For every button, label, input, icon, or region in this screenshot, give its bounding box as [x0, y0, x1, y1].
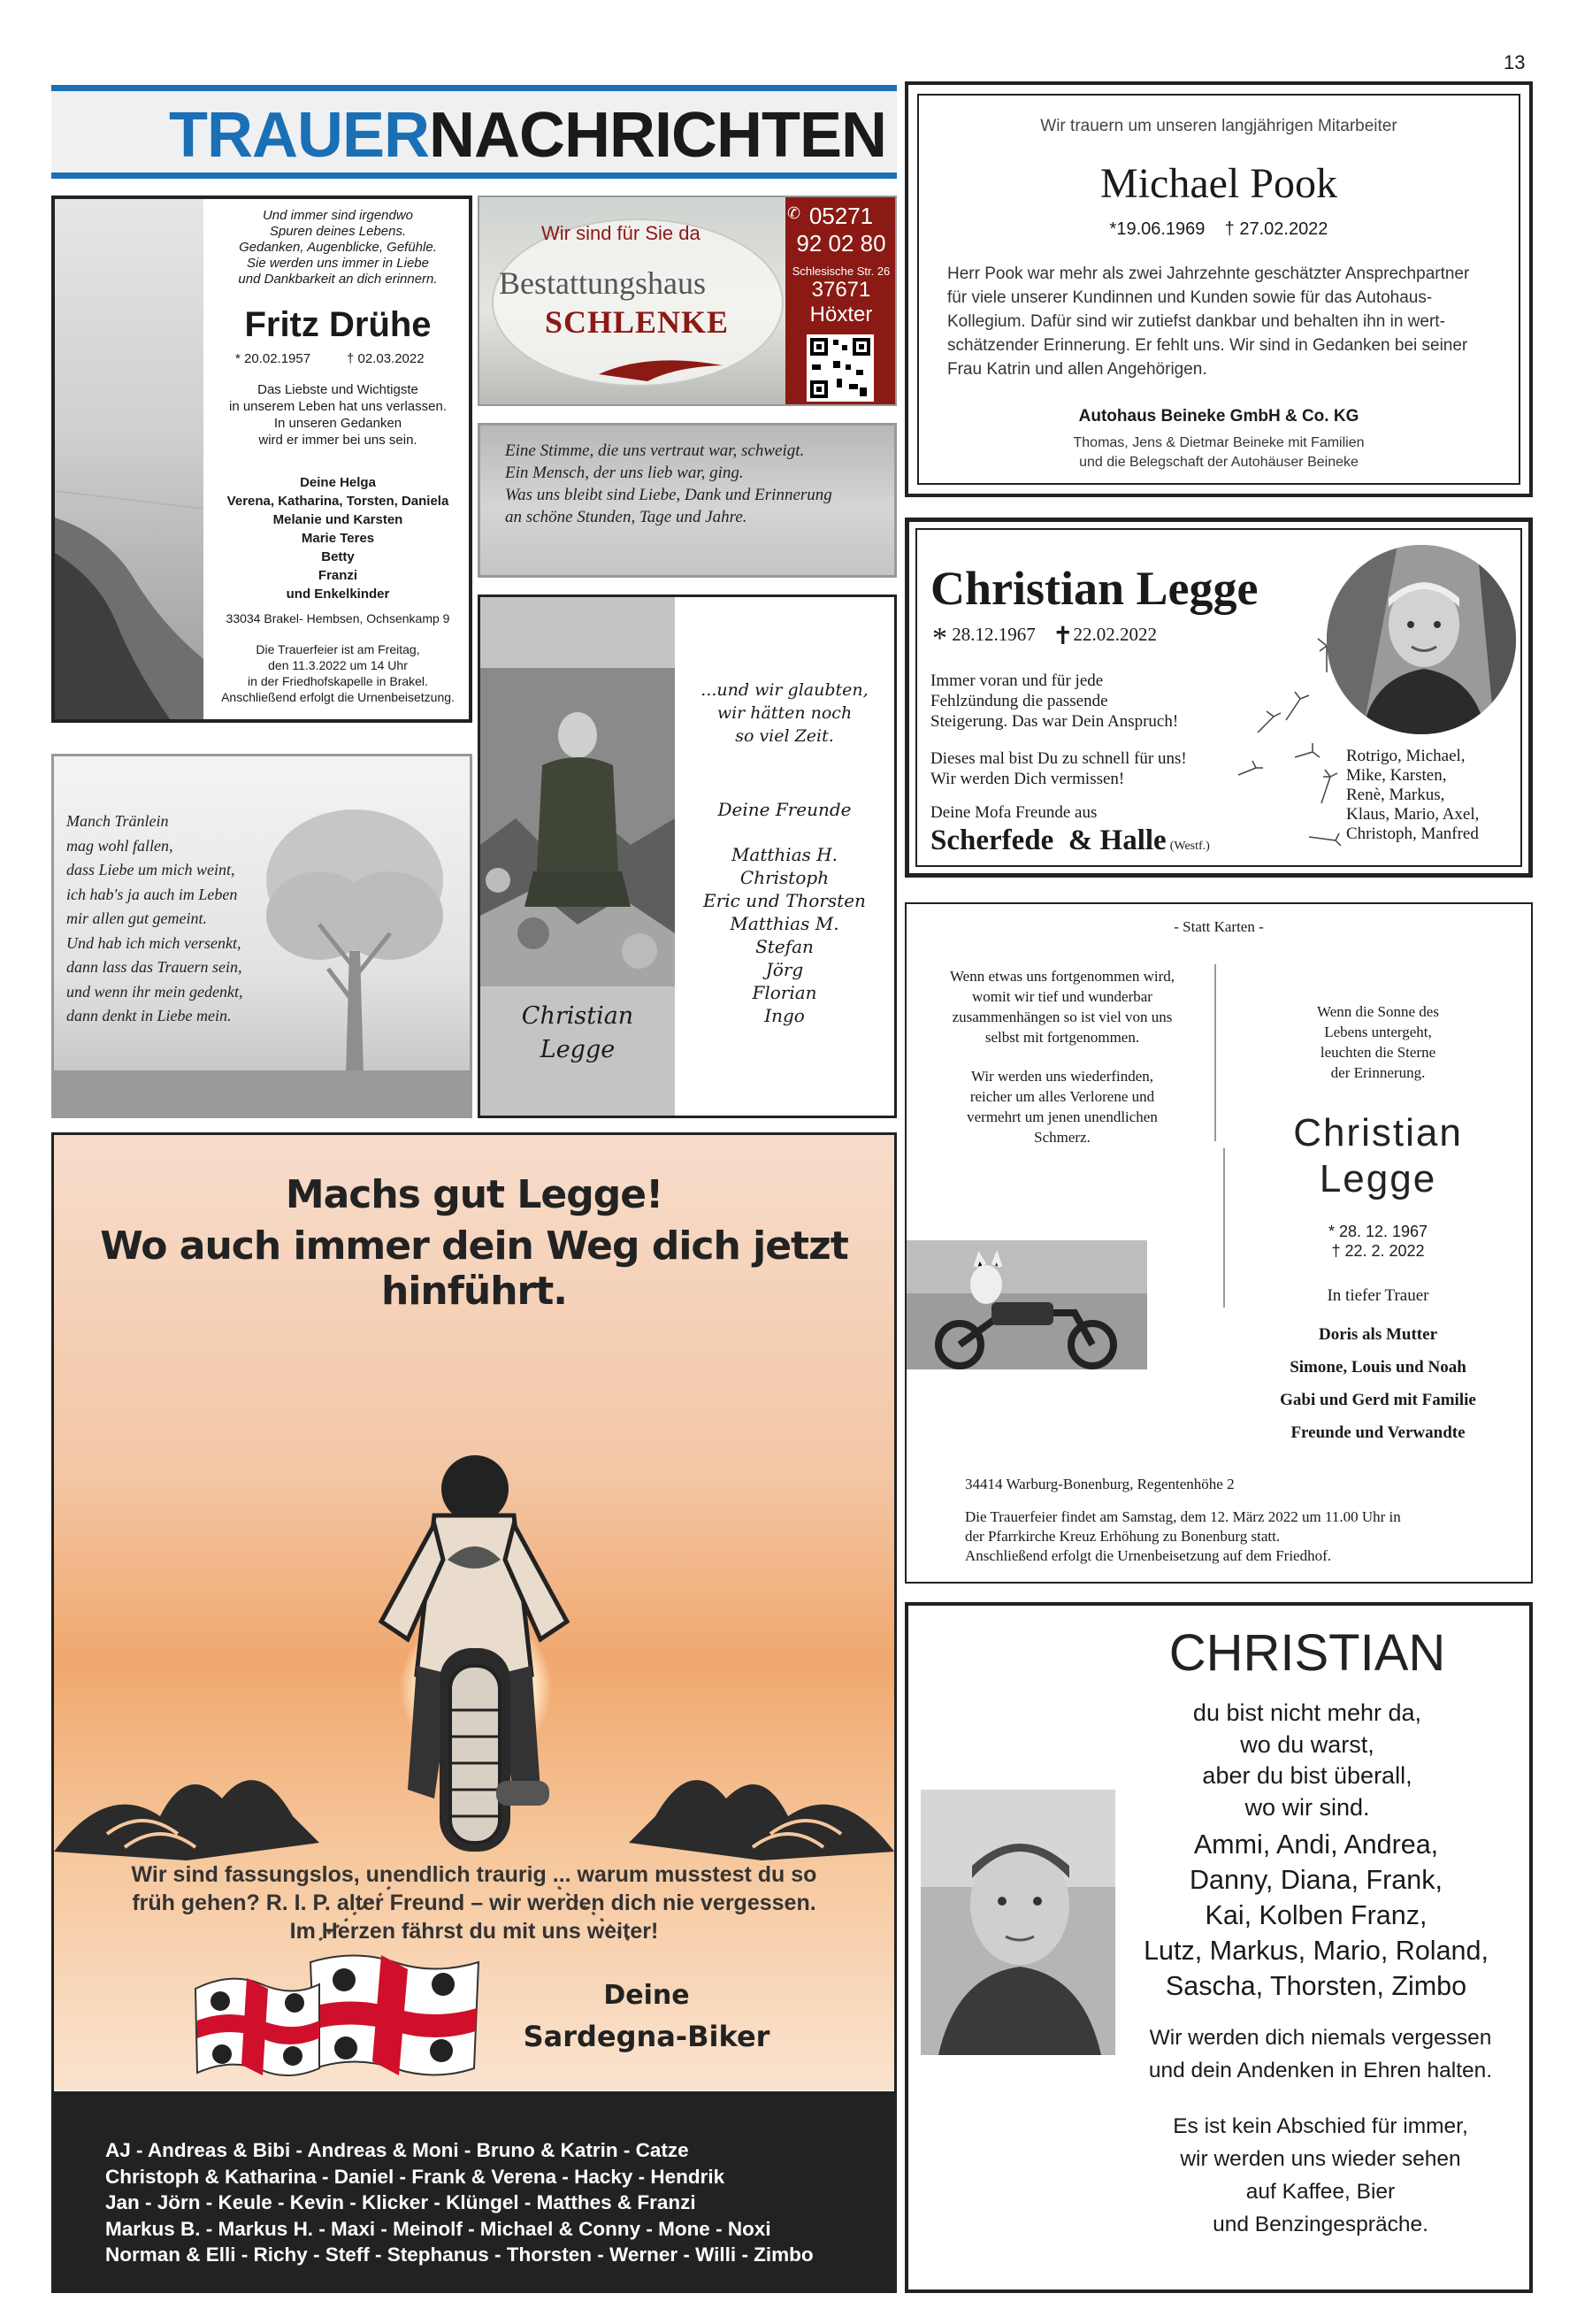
- beach-photo: [55, 199, 203, 719]
- statt-header: - Statt Karten -: [1174, 918, 1264, 935]
- mofa-place-line: [930, 825, 1210, 857]
- obituary-freunde: [478, 594, 897, 1118]
- poem-line: dass Liebe um mich weint,: [66, 861, 235, 878]
- mourner-line: und Enkelkinder: [286, 587, 390, 602]
- statt-name1: Christian: [1293, 1111, 1463, 1154]
- service-line: Anschließend erfolgt die Urnenbeisetzung auf dem Friedhof.: [965, 1547, 1332, 1564]
- text-line: Schmerz.: [1034, 1129, 1091, 1146]
- biker-headline1: Machs gut Legge!: [285, 1172, 663, 1217]
- biker-sign2: Sardegna-Biker: [523, 2020, 770, 2053]
- schlenke-street: Schlesische Str. 26: [792, 265, 891, 278]
- mofa-place-suffix: (Westf.): [1169, 840, 1210, 853]
- verse-line: du bist nicht mehr da,: [1192, 1699, 1422, 1726]
- mourner-line: Marie Teres: [301, 531, 375, 546]
- obituary-fritz-druehe: [51, 196, 472, 723]
- text-line: womit wir tief und wunderbar: [972, 988, 1152, 1005]
- fritz-name: Fritz Drühe: [244, 305, 432, 344]
- quote-line: so viel Zeit.: [735, 726, 834, 746]
- text-line: leuchten die Sterne: [1320, 1044, 1436, 1061]
- friend-name: Jörg: [765, 959, 804, 980]
- service-line: den 11.3.2022 um 14 Uhr: [268, 658, 408, 672]
- text-line: Fehlzündung die passende: [930, 692, 1108, 710]
- freunde-photo-column: [480, 597, 675, 1116]
- text-line: der Erinnerung.: [1330, 1064, 1426, 1081]
- pook-name: Michael Pook: [1100, 160, 1337, 207]
- fritz-poem: [205, 208, 471, 288]
- pook-company: Autohaus Beineke GmbH & Co. KG: [1078, 407, 1359, 426]
- pook-signers: [908, 433, 1529, 472]
- text-line: Steigerung. Das war Dein Anspruch!: [930, 712, 1179, 731]
- text-line: Lebens untergeht,: [1324, 1024, 1432, 1040]
- masthead-rule-top: [51, 85, 897, 91]
- poem-line: Ein Mensch, der uns lieb war, ging.: [505, 464, 744, 482]
- biker-message: [54, 1860, 894, 1945]
- schlenke-name1: Bestattungshaus: [499, 265, 706, 301]
- schlenke-phone2: 92 02 80: [796, 230, 886, 257]
- friends-line: Christoph, Manfred: [1346, 825, 1479, 843]
- family-line: Freunde und Verwandte: [1290, 1423, 1466, 1442]
- freunde-photo: [480, 668, 675, 986]
- schlenke-name2: SCHLENKE: [545, 304, 730, 340]
- masthead-title: [169, 99, 886, 172]
- poem-line: und Dankbarkeit an dich erinnern.: [238, 272, 438, 287]
- schlenke-city: Höxter: [809, 303, 873, 326]
- statt-divider-top: [1214, 964, 1216, 1141]
- text-line: Das Liebste und Wichtigste: [257, 382, 418, 397]
- fritz-address: 33034 Brakel- Hembsen, Ochsenkamp 9: [226, 611, 450, 625]
- mofa-portrait: [1327, 545, 1516, 734]
- promise-line: und dein Andenken in Ehren halten.: [1148, 2059, 1493, 2082]
- tree-ground: [54, 1070, 472, 1118]
- mofa-friends: [1346, 747, 1479, 844]
- fritz-mourners: [205, 473, 471, 603]
- verse-line: aber du bist überall,: [1202, 1762, 1412, 1789]
- tree-poem-text: [66, 809, 242, 1029]
- biker-names-panel: [54, 2091, 894, 2290]
- service-line: Die Trauerfeier ist am Freitag,: [256, 642, 420, 656]
- poem-line: Sie werden uns immer in Liebe: [247, 256, 429, 271]
- message-line: früh gehen? R. I. P. alter Freund – wir werden dich nie vergessen.: [132, 1891, 816, 1915]
- masthead-rule-bottom: [51, 173, 897, 179]
- text-line: Wenn etwas uns fortgenommen wird,: [949, 968, 1175, 985]
- mourner-line: Melanie und Karsten: [272, 512, 403, 527]
- name-line: Sascha, Thorsten, Zimbo: [1165, 1971, 1467, 2001]
- poem-line: Und hab ich mich versenkt,: [66, 933, 241, 952]
- poem-line: Spuren deines Lebens.: [269, 224, 407, 239]
- fritz-service: [205, 641, 471, 705]
- poem-line: mag wohl fallen,: [66, 836, 173, 855]
- mofa-died: 22.02.2022: [1073, 624, 1157, 645]
- friend-name: Christoph: [739, 867, 830, 888]
- statt-mourning: In tiefer Trauer: [1327, 1286, 1429, 1305]
- poem-line: und wenn ihr mein gedenkt,: [66, 982, 243, 1001]
- statt-service: [965, 1507, 1401, 1566]
- friend-name: Ingo: [764, 1005, 805, 1026]
- fritz-born: * 20.02.1957: [235, 351, 311, 366]
- christian-portrait: [921, 1790, 1115, 2055]
- poem-line: Und immer sind irgendwo: [262, 208, 414, 223]
- name-line: Ammi, Andi, Andrea,: [1193, 1829, 1439, 1860]
- memorial-poem-tree: [51, 754, 472, 1118]
- christian-verse: [1085, 1698, 1529, 1823]
- freunde-names: [675, 843, 894, 1027]
- tree-silhouette: [257, 792, 452, 1093]
- biker-headline2: Wo auch immer dein Weg dich jetzt hinführt.: [100, 1223, 848, 1314]
- pook-intro: Wir trauern um unseren langjährigen Mitarbeiter: [1040, 117, 1397, 135]
- mourner-line: Deine Helga: [300, 475, 376, 490]
- text-line: Dieses mal bist Du zu schnell für uns!: [930, 749, 1187, 768]
- christian-names: [1103, 1827, 1529, 2004]
- promise-line: Wir werden dich niemals vergessen: [1149, 2026, 1492, 2050]
- poem-line: an schöne Stunden, Tage und Jahre.: [505, 508, 747, 526]
- poem-line: Gedanken, Augenblicke, Gefühle.: [239, 240, 437, 255]
- names-line: Norman & Elli - Richy - Steff - Stephanus - Thorsten - Werner - Willi - Zimbo: [105, 2243, 814, 2266]
- closing-line: und Benzingespräche.: [1213, 2213, 1428, 2236]
- service-line: Die Trauerfeier findet am Samstag, dem 12. März 2022 um 11.00 Uhr in: [965, 1508, 1401, 1525]
- mourner-line: Franzi: [318, 568, 358, 583]
- poem-line: dann lass das Trauern sein,: [66, 958, 242, 976]
- poem-line: mir allen gut gemeint.: [66, 909, 207, 927]
- service-line: der Pfarrkirche Kreuz Erhöhung zu Bonenburg statt.: [965, 1528, 1281, 1545]
- christian-promise: [1112, 2021, 1529, 2087]
- text-line: vermehrt um jenen unendlichen: [967, 1108, 1158, 1125]
- poem-line: dann denkt in Liebe mein.: [66, 1007, 232, 1024]
- memorial-poem-stimme: [478, 423, 897, 578]
- name-line: Kai, Kolben Franz,: [1205, 1900, 1428, 1930]
- text-line: Wenn die Sonne des: [1317, 1003, 1439, 1020]
- friends-line: Rotrigo, Michael,: [1346, 747, 1466, 765]
- schlenke-contact-panel: [785, 197, 897, 404]
- family-line: Simone, Louis und Noah: [1290, 1358, 1466, 1377]
- masthead: [51, 85, 897, 179]
- closing-line: wir werden uns wieder sehen: [1180, 2147, 1461, 2171]
- verse-line: wo wir sind.: [1244, 1793, 1370, 1821]
- text-line: Kollegium. Dafür sind wir zutiefst dankbar und behalten ihn in wert-: [947, 312, 1445, 331]
- masthead-accent: TRAUER: [169, 100, 430, 171]
- obituary-sardegna-biker: [51, 1132, 897, 2293]
- statt-motorcycle-photo: [907, 1240, 1147, 1369]
- mofa-text: [930, 671, 1178, 732]
- text-line: wird er immer bei uns sein.: [258, 433, 417, 448]
- statt-left-text: [912, 966, 1213, 1047]
- statt-died: † 22. 2. 2022: [1331, 1242, 1425, 1260]
- mofa-place: Scherfede & Halle: [930, 825, 1167, 856]
- text-line: in unserem Leben hat uns verlassen.: [229, 399, 447, 414]
- pook-dates: *19.06.1969 † 27.02.2022: [1109, 219, 1328, 239]
- asterisk-icon: *: [932, 622, 947, 655]
- name-line: Christian: [521, 1002, 634, 1030]
- mofa-from: Deine Mofa Freunde aus: [930, 803, 1098, 822]
- pook-text: [947, 262, 1469, 381]
- family-line: Doris als Mutter: [1318, 1325, 1438, 1344]
- statt-left-text2: [912, 1066, 1213, 1147]
- signer-line: und die Belegschaft der Autohäuser Beineke: [1079, 455, 1359, 470]
- name-line: Lutz, Markus, Mario, Roland,: [1144, 1936, 1489, 1966]
- message-line: Wir sind fassungslos, unendlich traurig ... warum musstest du so: [131, 1862, 817, 1887]
- biker-sign1: Deine: [603, 1980, 690, 2011]
- text-line: Herr Pook war mehr als zwei Jahrzehnte geschätzter Ansprechpartner: [947, 265, 1470, 283]
- poem-line: ich hab's ja auch im Leben: [66, 885, 238, 903]
- schlenke-phone-icon: ✆: [787, 204, 801, 222]
- name-line: Danny, Diana, Frank,: [1190, 1865, 1443, 1895]
- family-line: Gabi und Gerd mit Familie: [1280, 1391, 1476, 1409]
- text-line: Frau Katrin und allen Angehörigen.: [947, 360, 1207, 379]
- obituary-michael-pook: [905, 81, 1533, 497]
- mofa-name: Christian Legge: [930, 562, 1259, 615]
- service-line: in der Friedhofskapelle in Brakel.: [248, 674, 428, 688]
- schlenke-wing-icon: [594, 348, 727, 383]
- schlenke-slogan: Wir sind für Sie da: [541, 222, 700, 244]
- ad-bestattungshaus-schlenke: [478, 196, 897, 406]
- freunde-quote: [675, 679, 894, 748]
- fritz-died: † 02.03.2022: [347, 351, 425, 366]
- friend-name: Matthias M.: [730, 913, 839, 934]
- names-line: Christoph & Katharina - Daniel - Frank & Verena - Hacky - Hendrik: [105, 2165, 725, 2188]
- text-line: selbst mit fortgenommen.: [984, 1029, 1140, 1046]
- christian-title: CHRISTIAN: [1168, 1624, 1446, 1682]
- friend-name: Stefan: [755, 936, 814, 957]
- sardinia-flag-icon: [187, 1962, 328, 2086]
- friends-line: Mike, Karsten,: [1346, 766, 1447, 785]
- obituary-christian-legge-mofa: [905, 518, 1533, 878]
- text-line: schätzender Erinnerung. Er fehlt uns. Wir sind in Gedanken bei seiner: [947, 336, 1468, 355]
- text-line: Wir werden uns wiederfinden,: [970, 1068, 1154, 1085]
- statt-born: * 28. 12. 1967: [1328, 1223, 1428, 1240]
- closing-line: Es ist kein Abschied für immer,: [1173, 2114, 1468, 2138]
- text-line: für viele unserer Kundinnen und Kunden sowie für das Autohaus-: [947, 288, 1433, 307]
- freunde-photo-name: [480, 1000, 675, 1067]
- poem-line: Manch Tränlein: [66, 812, 169, 830]
- qr-code: [807, 334, 874, 402]
- text-line: reicher um alles Verlorene und: [969, 1088, 1155, 1105]
- sardinia-flag-icon: [302, 1944, 487, 2086]
- service-line: Anschließend erfolgt die Urnenbeisetzung.: [221, 690, 455, 704]
- mourner-line: Verena, Katharina, Torsten, Daniela: [226, 494, 449, 509]
- freunde-header: Deine Freunde: [717, 799, 852, 820]
- friend-name: Eric und Thorsten: [703, 890, 866, 911]
- mourner-line: Betty: [321, 549, 355, 564]
- names-line: AJ - Andreas & Bibi - Andreas & Moni - Bruno & Katrin - Catze: [105, 2139, 689, 2161]
- text-line: Wir werden Dich vermissen!: [930, 770, 1125, 788]
- statt-address: 34414 Warburg-Bonenburg, Regentenhöhe 2: [965, 1476, 1235, 1492]
- name-line: Legge: [540, 1036, 616, 1063]
- friends-line: Klaus, Mario, Axel,: [1346, 805, 1480, 824]
- poem-line: Eine Stimme, die uns vertraut war, schweigt.: [505, 441, 805, 460]
- names-line: Jan - Jörn - Keule - Kevin - Klicker - Klüngel - Matthes & Franzi: [105, 2191, 696, 2213]
- christian-closing: [1112, 2110, 1529, 2241]
- page-number: 13: [1504, 51, 1526, 73]
- text-line: In unseren Gedanken: [273, 416, 402, 431]
- statt-family: [1225, 1318, 1531, 1449]
- closing-line: auf Kaffee, Bier: [1245, 2180, 1396, 2204]
- poem-line: Was uns bleibt sind Liebe, Dank und Erinnerung: [505, 486, 832, 504]
- statt-name2: Legge: [1319, 1157, 1437, 1200]
- fritz-text: [205, 381, 471, 449]
- names-line: Markus B. - Markus H. - Maxi - Meinolf - Michael & Conny - Mone - Noxi: [105, 2217, 771, 2240]
- friend-name: Florian: [752, 982, 817, 1003]
- statt-right-text: [1225, 1001, 1531, 1083]
- text-line: Immer voran und für jede: [930, 671, 1104, 690]
- quote-line: wir hätten noch: [716, 703, 853, 723]
- schlenke-phone1: 05271: [808, 203, 874, 229]
- cross-icon: ✝: [1053, 623, 1074, 650]
- biker-names: [105, 2137, 843, 2268]
- masthead-rest: NACHRICHTEN: [429, 100, 886, 171]
- friend-name: Matthias H.: [731, 844, 838, 865]
- obituary-christian: [905, 1602, 1533, 2293]
- schlenke-zip: 37671: [811, 278, 871, 302]
- friends-line: Renè, Markus,: [1346, 786, 1445, 804]
- mofa-dates: [932, 621, 1157, 656]
- signer-line: Thomas, Jens & Dietmar Beineke mit Familien: [1073, 435, 1365, 450]
- quote-line: ...und wir glaubten,: [700, 680, 869, 700]
- verse-line: wo du warst,: [1240, 1730, 1374, 1758]
- message-line: Im Herzen fährst du mit uns weiter!: [289, 1919, 659, 1944]
- text-line: zusammenhängen so ist viel von uns: [952, 1009, 1173, 1025]
- mofa-text2: [930, 748, 1187, 789]
- obituary-statt-karten: [905, 902, 1533, 1584]
- mofa-born: 28.12.1967: [952, 624, 1036, 645]
